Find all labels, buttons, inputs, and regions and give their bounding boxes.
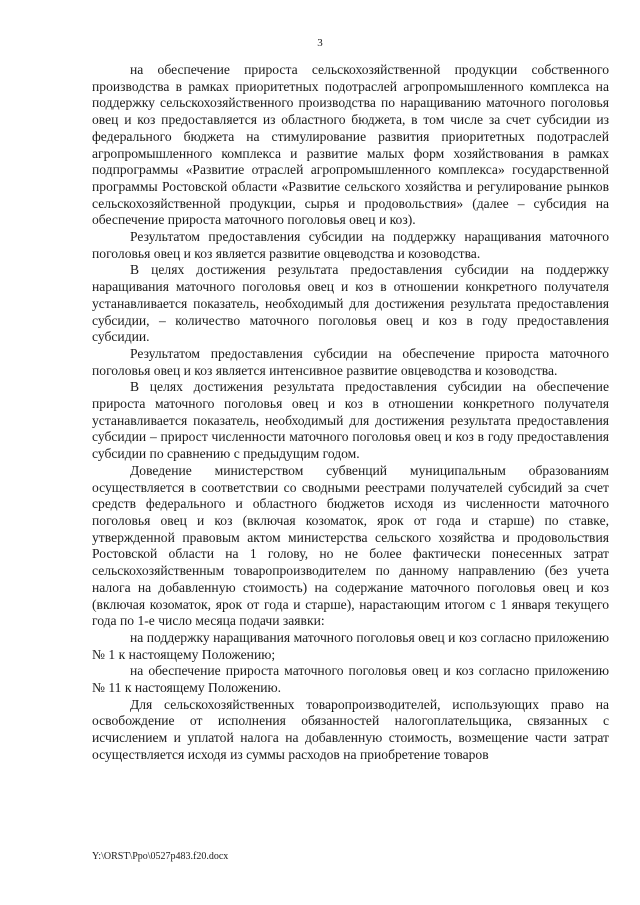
page-number: 3 [317,37,323,49]
paragraph-2: Результатом предоставления субсидии на поддержку наращивания маточного поголовья овец и коз является развитие овцеводства и козоводства. [92,229,609,261]
paragraph-8: на обеспечение прироста маточного поголовья овец и коз согласно приложению № 11 к настоящему Положению. [92,663,609,696]
paragraph-4: Результатом предоставления субсидии на обеспечение прироста маточного поголовья овец и коз является интенсивное развитие овцеводства и козоводства. [92,345,609,378]
paragraph-6: Доведение министерством субвенций муниципальным образованиям осуществляется в соответствии со сводными реестрами получателей субсидий за счет средств федерального и областного бюджетов исходя из численности маточного поголовья овец и коз (включая козоматок, ярок от года и старше) по ставке, утвержденной правовым актом министерства сельского хозяйства и продовольствия Ростовской области на 1 голову, но не более фактически понесенных затрат сельскохозяйственным товаропроизводителем по данному направлению (без учета налога на добавленную стоимость) на содержание маточного поголовья овец и коз (включая козоматок, ярок от года и старше), нарастающим итогом с 1 января текущего года по 1-е число месяца подачи заявки: [92,462,609,629]
document-body [92,62,609,764]
paragraph-3: В целях достижения результата предоставления субсидии на поддержку наращивания маточного поголовья овец и коз в отношении конкретного получателя устанавливается показатель, необходимый для достижения результата предоставления субсидии, – количество маточного поголовья овец и коз в году предоставления субсидии. [92,262,609,345]
paragraph-1: на обеспечение прироста сельскохозяйственной продукции собственного производства в рамках приоритетных подотраслей агропромышленного комплекса на поддержку сельскохозяйственного производства по наращиванию маточного поголовья овец и коз предоставляется из областного бюджета, в том числе за счет субсидии из федерального бюджета на стимулирование развития приоритетных подотраслей агропромышленного комплекса и развитие малых форм хозяйствования в рамках подпрограммы «Развитие отраслей агропромышленного комплекса» государственной программы Ростовской области «Развитие сельского хозяйства и регулирование рынков сельскохозяйственной продукции, сырья и продовольствия» (далее – субсидия на обеспечение прироста маточного поголовья овец и коз). [92,62,609,228]
paragraph-5: В целях достижения результата предоставления субсидии на обеспечение прироста маточного поголовья овец и коз в отношении конкретного получателя устанавливается показатель, необходимый для достижения результата предоставления субсидии – прирост численности маточного поголовья овец и коз в году предоставления субсидии по сравнению с предыдущим годом. [92,379,609,462]
paragraph-9: Для сельскохозяйственных товаропроизводителей, использующих право на освобождение от исполнения обязанностей налогоплательщика, связанных с исчислением и уплатой налога на добавленную стоимость, возмещение части затрат осуществляется исходя из суммы расходов на приобретение товаров [92,696,609,762]
paragraph-7: на поддержку наращивания маточного поголовья овец и коз согласно приложению № 1 к настоящему Положению; [92,629,609,662]
footer-file-path: Y:\ORST\Ppo\0527p483.f20.docx [92,851,229,862]
